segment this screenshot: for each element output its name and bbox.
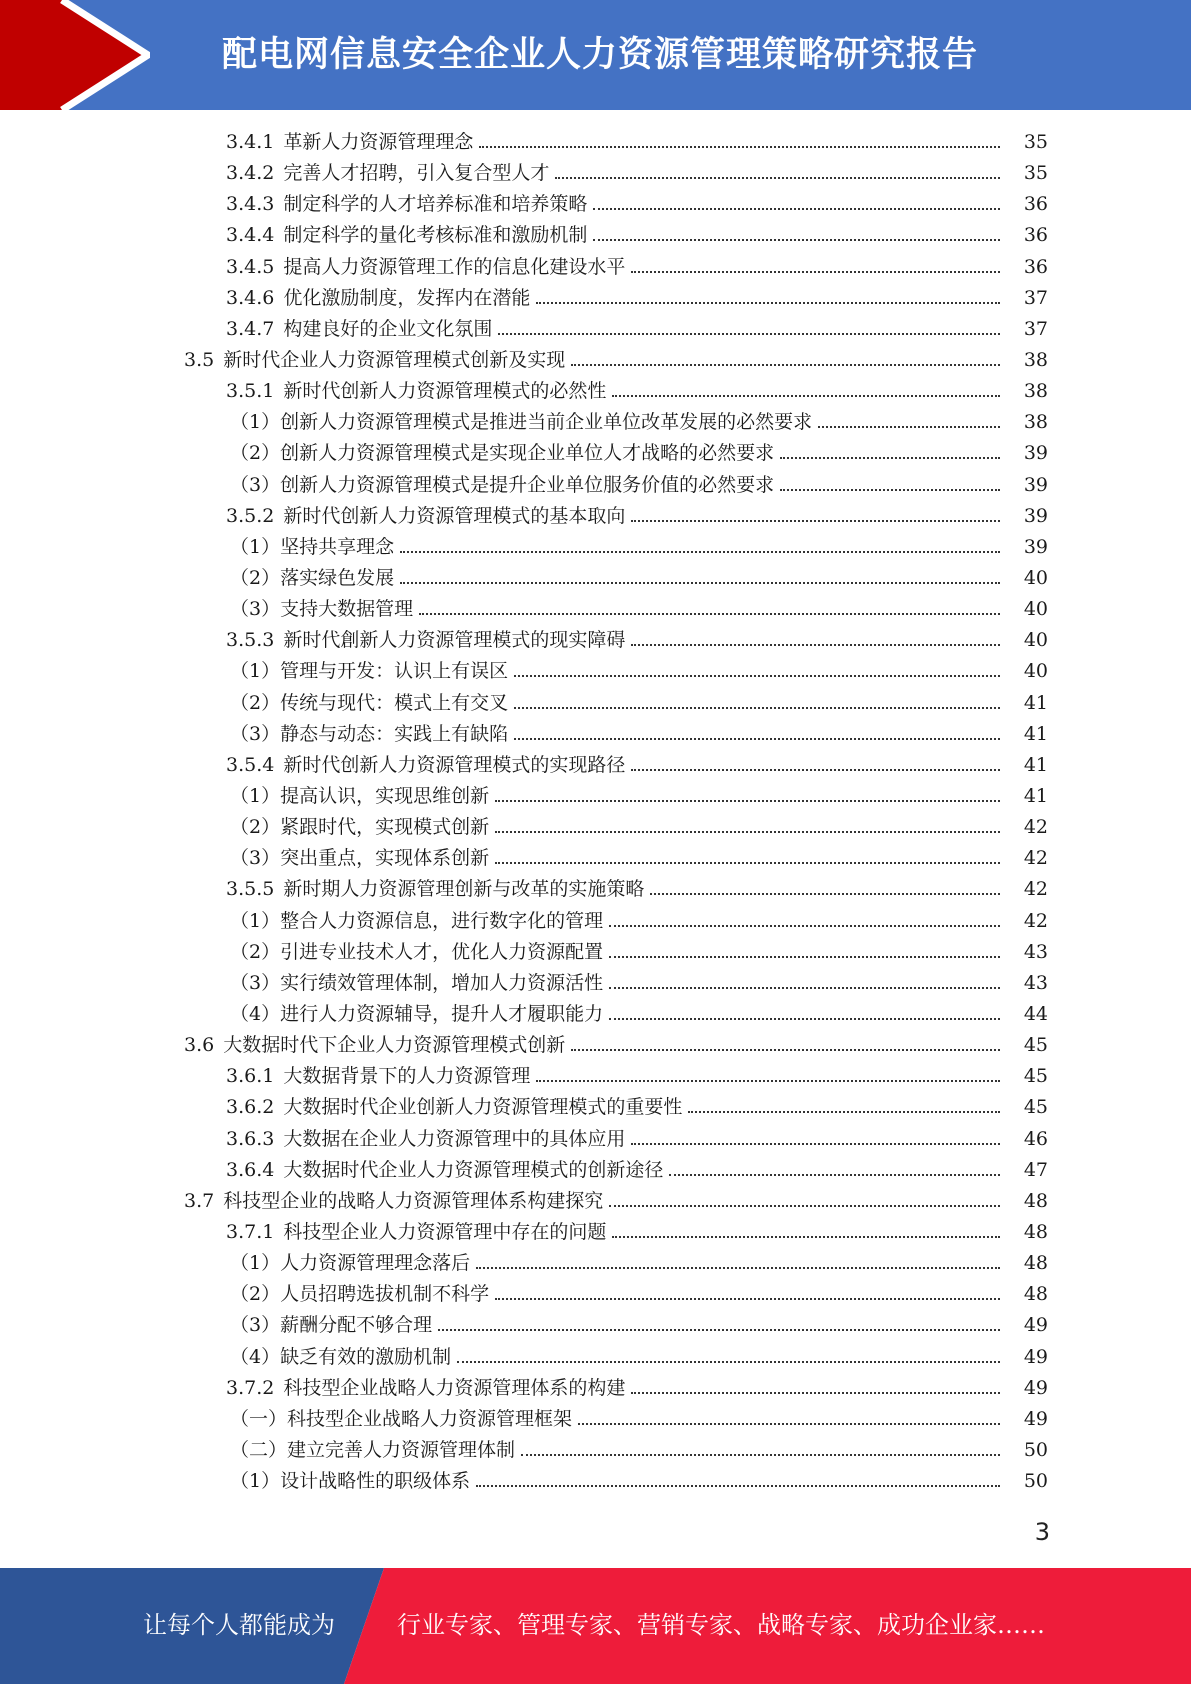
toc-dot-leader xyxy=(609,955,1000,958)
toc-entry[interactable] xyxy=(0,937,1191,968)
toc-entry-title: 科技型企业的战略人力资源管理体系构建探究 xyxy=(223,1189,604,1212)
toc-dot-leader xyxy=(536,1079,1000,1082)
toc-dot-leader xyxy=(780,456,1000,459)
toc-entry[interactable] xyxy=(0,252,1191,283)
toc-entry[interactable] xyxy=(0,625,1191,656)
toc-dot-leader xyxy=(571,1048,1000,1051)
toc-entry-title: （3）实行绩效管理体制，增加人力资源活性 xyxy=(230,971,604,994)
toc-section-number: 3.4.1 xyxy=(226,131,275,154)
header-band xyxy=(0,0,1191,110)
toc-dot-leader xyxy=(669,1173,1000,1176)
toc-page-number: 38 xyxy=(1023,380,1048,403)
toc-entry-title: 构建良好的企业文化氛围 xyxy=(283,317,493,340)
toc-entry-title: （3）薪酬分配不够合理 xyxy=(230,1314,433,1337)
toc-entry[interactable] xyxy=(0,874,1191,905)
toc-entry[interactable] xyxy=(0,407,1191,438)
toc-entry[interactable] xyxy=(0,594,1191,625)
toc-entry[interactable] xyxy=(0,1248,1191,1279)
toc-dot-leader xyxy=(650,892,1000,895)
toc-page-number: 48 xyxy=(1023,1189,1048,1212)
toc-dot-leader xyxy=(438,1328,1000,1331)
toc-page-number: 45 xyxy=(1023,1065,1048,1088)
toc-entry[interactable] xyxy=(0,1155,1191,1186)
toc-entry[interactable] xyxy=(0,345,1191,376)
toc-page-number: 41 xyxy=(1023,691,1048,714)
toc-dot-leader xyxy=(688,1110,1000,1113)
toc-section-number: 3.5 xyxy=(184,349,215,372)
toc-entry-title: 新时代创新人力资源管理模式的必然性 xyxy=(283,380,607,403)
toc-page-number: 49 xyxy=(1023,1407,1048,1430)
toc-section-number: 3.7 xyxy=(184,1189,215,1212)
toc-entry[interactable] xyxy=(0,1061,1191,1092)
toc-dot-leader xyxy=(631,270,1000,273)
toc-dot-leader xyxy=(631,768,1000,771)
toc-entry[interactable] xyxy=(0,314,1191,345)
toc-entry[interactable] xyxy=(0,532,1191,563)
header-arrow-decoration xyxy=(0,0,150,110)
toc-page-number: 42 xyxy=(1023,878,1048,901)
toc-entry-title: 优化激励制度，发挥内在潜能 xyxy=(283,286,531,309)
toc-entry[interactable] xyxy=(0,563,1191,594)
toc-entry[interactable] xyxy=(0,438,1191,469)
toc-page-number: 45 xyxy=(1023,1034,1048,1057)
toc-entry-title: 大数据在企业人力资源管理中的具体应用 xyxy=(283,1127,626,1150)
toc-entry-title: （1）设计战略性的职级体系 xyxy=(230,1470,471,1493)
toc-entry-title: （4）进行人力资源辅导，提升人才履职能力 xyxy=(230,1003,604,1025)
toc-dot-leader xyxy=(495,830,1000,833)
toc-dot-leader xyxy=(536,301,1000,304)
toc-page-number: 40 xyxy=(1023,629,1048,652)
toc-entry-title: 制定科学的人才培养标准和培养策略 xyxy=(283,193,588,216)
toc-page-number: 39 xyxy=(1023,442,1048,465)
toc-entry-title: 科技型企业战略人力资源管理体系的构建 xyxy=(283,1376,626,1399)
toc-dot-leader xyxy=(818,425,1000,428)
toc-entry[interactable] xyxy=(0,1373,1191,1404)
toc-page-number: 37 xyxy=(1023,286,1048,309)
toc-page-number: 39 xyxy=(1023,504,1048,527)
toc-entry[interactable] xyxy=(0,999,1191,1030)
toc-entry-title: 科技型企业人力资源管理中存在的问题 xyxy=(283,1220,607,1243)
toc-entry-title: （3）创新人力资源管理模式是提升企业单位服务价值的必然要求 xyxy=(230,473,775,496)
toc-page-number: 38 xyxy=(1023,349,1048,372)
toc-page-number: 42 xyxy=(1023,816,1048,839)
toc-dot-leader xyxy=(609,1017,1000,1020)
toc-entry[interactable] xyxy=(0,1341,1191,1372)
toc-dot-leader xyxy=(593,238,1000,241)
toc-dot-leader xyxy=(612,394,1000,397)
toc-dot-leader xyxy=(514,737,1000,740)
toc-page-number: 40 xyxy=(1023,567,1048,590)
toc-entry-title: 新时代创新人力资源管理模式的实现路径 xyxy=(283,753,626,776)
toc-entry-title: （2）引进专业技术人才，优化人力资源配置 xyxy=(230,940,604,963)
toc-entry-title: （1）坚持共享理念 xyxy=(230,535,395,558)
toc-entry-title: 制定科学的量化考核标准和激励机制 xyxy=(283,224,588,247)
toc-dot-leader xyxy=(578,1422,1000,1425)
toc-entry[interactable] xyxy=(0,376,1191,407)
toc-dot-leader xyxy=(609,986,1000,989)
toc-section-number: 3.4.4 xyxy=(226,224,275,247)
toc-page-number: 36 xyxy=(1023,224,1048,247)
toc-page-number: 49 xyxy=(1023,1376,1048,1399)
toc-page-number: 47 xyxy=(1023,1158,1048,1181)
toc-section-number: 3.4.7 xyxy=(226,317,275,340)
toc-dot-leader xyxy=(457,1360,1000,1363)
toc-section-number: 3.6.3 xyxy=(226,1127,275,1150)
toc-entry[interactable] xyxy=(0,127,1191,158)
toc-dot-leader xyxy=(521,1453,1000,1456)
toc-entry[interactable] xyxy=(0,1124,1191,1155)
toc-page-number: 41 xyxy=(1023,753,1048,776)
toc-entry-title: （2）创新人力资源管理模式是实现企业单位人才战略的必然要求 xyxy=(230,442,775,465)
toc-dot-leader xyxy=(631,519,1000,522)
table-of-contents xyxy=(0,127,1191,1497)
toc-page-number: 49 xyxy=(1023,1345,1048,1368)
toc-dot-leader xyxy=(631,1142,1000,1145)
toc-section-number: 3.5.2 xyxy=(226,504,275,527)
toc-dot-leader xyxy=(571,363,1000,366)
toc-entry[interactable] xyxy=(0,1435,1191,1466)
toc-dot-leader xyxy=(495,1297,1000,1300)
toc-page-number: 49 xyxy=(1023,1314,1048,1337)
toc-entry-title: （2）人员招聘选拔机制不科学 xyxy=(230,1283,490,1306)
toc-entry-title: （3）静态与动态：实践上有缺陷 xyxy=(230,722,509,745)
toc-entry[interactable] xyxy=(0,1030,1191,1061)
toc-page-number: 43 xyxy=(1023,940,1048,963)
toc-page-number: 39 xyxy=(1023,535,1048,558)
toc-dot-leader xyxy=(495,861,1000,864)
toc-page-number: 46 xyxy=(1023,1127,1048,1150)
toc-page-number: 40 xyxy=(1023,598,1048,621)
toc-entry-title: （1）管理与开发：认识上有误区 xyxy=(230,660,509,683)
toc-section-number: 3.6 xyxy=(184,1034,215,1057)
toc-entry-title: （1）整合人力资源信息，进行数字化的管理 xyxy=(230,909,604,932)
toc-entry-title: 完善人才招聘，引入复合型人才 xyxy=(283,162,550,185)
toc-entry-title: 大数据时代企业创新人力资源管理模式的重要性 xyxy=(283,1096,683,1119)
toc-entry-title: （2）落实绿色发展 xyxy=(230,567,395,590)
toc-page-number: 44 xyxy=(1023,1003,1048,1025)
toc-dot-leader xyxy=(514,674,1000,677)
toc-entry[interactable] xyxy=(0,1404,1191,1435)
footer-slogan-roles: 行业专家、管理专家、营销专家、战略专家、成功企业家…… xyxy=(397,1611,1045,1639)
toc-page-number: 48 xyxy=(1023,1252,1048,1275)
toc-page-number: 41 xyxy=(1023,785,1048,808)
toc-entry-title: 新时代创新人力资源管理模式的基本取向 xyxy=(283,504,626,527)
toc-page-number: 50 xyxy=(1023,1470,1048,1493)
toc-page-number: 38 xyxy=(1023,411,1048,434)
toc-dot-leader xyxy=(631,1391,1000,1394)
toc-section-number: 3.6.4 xyxy=(226,1158,275,1181)
toc-section-number: 3.6.2 xyxy=(226,1096,275,1119)
toc-entry[interactable] xyxy=(0,688,1191,719)
toc-page-number: 43 xyxy=(1023,971,1048,994)
toc-entry-title: （二）建立完善人力资源管理体制 xyxy=(230,1438,516,1461)
toc-entry-title: 提高人力资源管理工作的信息化建设水平 xyxy=(283,255,626,278)
toc-entry[interactable] xyxy=(0,1092,1191,1123)
toc-section-number: 3.5.1 xyxy=(226,380,275,403)
toc-dot-leader xyxy=(476,1266,1000,1269)
toc-page-number: 42 xyxy=(1023,909,1048,932)
toc-section-number: 3.4.5 xyxy=(226,255,275,278)
toc-entry[interactable] xyxy=(0,470,1191,501)
toc-entry[interactable] xyxy=(0,501,1191,532)
toc-page-number: 48 xyxy=(1023,1220,1048,1243)
toc-entry-title: （3）支持大数据管理 xyxy=(230,598,414,621)
toc-entry[interactable] xyxy=(0,283,1191,314)
toc-entry[interactable] xyxy=(0,1186,1191,1217)
toc-entry[interactable] xyxy=(0,656,1191,687)
toc-entry-title: 新时代創新人力资源管理模式的现实障碍 xyxy=(283,629,626,652)
toc-page-number: 45 xyxy=(1023,1096,1048,1119)
toc-entry-title: （一）科技型企业战略人力资源管理框架 xyxy=(230,1407,573,1430)
toc-dot-leader xyxy=(612,1235,1000,1238)
toc-entry[interactable] xyxy=(0,719,1191,750)
toc-dot-leader xyxy=(400,581,1000,584)
toc-dot-leader xyxy=(419,612,1000,615)
toc-dot-leader xyxy=(514,706,1000,709)
toc-page-number: 36 xyxy=(1023,255,1048,278)
toc-dot-leader xyxy=(780,488,1000,491)
toc-entry[interactable] xyxy=(0,968,1191,999)
toc-page-number: 40 xyxy=(1023,660,1048,683)
toc-section-number: 3.7.2 xyxy=(226,1376,275,1399)
toc-section-number: 3.7.1 xyxy=(226,1220,275,1243)
toc-dot-leader xyxy=(593,207,1000,210)
toc-entry[interactable] xyxy=(0,158,1191,189)
toc-page-number: 41 xyxy=(1023,722,1048,745)
toc-section-number: 3.5.4 xyxy=(226,753,275,776)
toc-entry[interactable] xyxy=(0,812,1191,843)
toc-entry[interactable] xyxy=(0,1279,1191,1310)
toc-entry-title: （2）紧跟时代，实现模式创新 xyxy=(230,816,490,839)
toc-entry[interactable] xyxy=(0,843,1191,874)
toc-section-number: 3.5.5 xyxy=(226,878,275,901)
toc-entry-title: （3）突出重点，实现体系创新 xyxy=(230,847,490,870)
toc-entry-title: （1）创新人力资源管理模式是推进当前企业单位改革发展的必然要求 xyxy=(230,411,813,434)
toc-section-number: 3.4.3 xyxy=(226,193,275,216)
toc-dot-leader xyxy=(609,924,1000,927)
toc-dot-leader xyxy=(555,176,1000,179)
footer-band xyxy=(0,1568,1191,1684)
toc-entry[interactable] xyxy=(0,1217,1191,1248)
toc-entry[interactable] xyxy=(0,750,1191,781)
toc-entry[interactable] xyxy=(0,781,1191,812)
toc-entry[interactable] xyxy=(0,1466,1191,1497)
toc-section-number: 3.5.3 xyxy=(226,629,275,652)
toc-dot-leader xyxy=(498,332,1000,335)
toc-entry[interactable] xyxy=(0,189,1191,220)
toc-entry-title: 大数据时代下企业人力资源管理模式创新 xyxy=(223,1034,566,1057)
toc-entry-title: 新时代企业人力资源管理模式创新及实现 xyxy=(223,349,566,372)
toc-dot-leader xyxy=(400,550,1000,553)
toc-entry-title: （1）人力资源管理理念落后 xyxy=(230,1252,471,1275)
toc-section-number: 3.4.6 xyxy=(226,286,275,309)
toc-entry-title: 大数据时代企业人力资源管理模式的创新途径 xyxy=(283,1158,664,1181)
toc-entry[interactable] xyxy=(0,1310,1191,1341)
toc-dot-leader xyxy=(631,643,1000,646)
toc-entry-title: （1）提高认识，实现思维创新 xyxy=(230,785,490,808)
toc-entry-title: （4）缺乏有效的激励机制 xyxy=(230,1345,452,1368)
toc-entry[interactable] xyxy=(0,906,1191,937)
document-title: 配电网信息安全企业人力资源管理策略研究报告 xyxy=(222,35,979,75)
toc-dot-leader xyxy=(476,1484,1000,1487)
toc-page-number: 42 xyxy=(1023,847,1048,870)
toc-section-number: 3.4.2 xyxy=(226,162,275,185)
toc-page-number: 35 xyxy=(1023,131,1048,154)
toc-entry-title: 革新人力资源管理理念 xyxy=(283,131,474,154)
toc-page-number: 37 xyxy=(1023,317,1048,340)
toc-dot-leader xyxy=(479,145,1000,148)
toc-entry[interactable] xyxy=(0,220,1191,251)
toc-section-number: 3.6.1 xyxy=(226,1065,275,1088)
toc-page-number: 48 xyxy=(1023,1283,1048,1306)
toc-entry-title: 新时期人力资源管理创新与改革的实施策略 xyxy=(283,878,645,901)
toc-entry-title: 大数据背景下的人力资源管理 xyxy=(283,1065,531,1088)
page-number: 3 xyxy=(1034,1518,1050,1546)
footer-slogan-lead: 让每个人都能成为 xyxy=(143,1611,335,1639)
toc-dot-leader xyxy=(609,1204,1000,1207)
toc-page-number: 36 xyxy=(1023,193,1048,216)
toc-page-number: 35 xyxy=(1023,162,1048,185)
toc-entry-title: （2）传统与现代：模式上有交叉 xyxy=(230,691,509,714)
toc-page-number: 39 xyxy=(1023,473,1048,496)
toc-page-number: 50 xyxy=(1023,1438,1048,1461)
toc-dot-leader xyxy=(495,799,1000,802)
